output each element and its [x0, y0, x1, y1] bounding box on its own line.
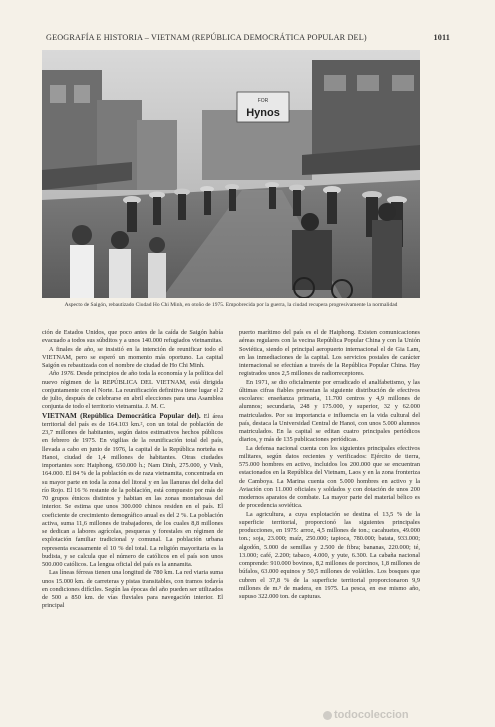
year-1976-text: Desde principios de año toda la economía y la política del nuevo régimen de la REPÚBLICA DEL VIETNAM, está dirigida conjuntamente con el Norte. La reunificación definitiva tiene lugar el 2 de julio, después de celebrarse en abril elecciones para una Asamblea conjunta de todo el territorio vietnamita.: [42, 370, 224, 411]
author-initials: J. M. C.: [145, 403, 166, 411]
left-paragraph-5: Las líneas férreas tienen una longitud de 780 km. La red viaria suma unos 15.000 km. de carreteras y pistas transitables, con tramos todavía en condiciones difíciles. Según las épocas del año pueden ser utilizados de 500 a 850 km. de vías fluviales para navegación interior. El principal: [42, 569, 223, 610]
section-title-vietnam-rdp: VIETNAM (República Democrática Popular del).: [42, 411, 201, 420]
street-scene-illustration: [42, 50, 420, 298]
watermark-logo: [323, 707, 473, 723]
watermark-dot-icon: [323, 711, 332, 720]
left-column: [42, 329, 223, 611]
right-paragraph-1: puerto marítimo del país es el de Haiphong. Existen comunicaciones aéreas regulares con la vecina República Popular China y con la Unión Soviética, siendo el principal aeropuerto internacional el de Gia Lam, en las inmediaciones de la capital. Los servicios postales de carácter internacional se efectúan a través de la República Popular China. Hay registrados unos 2,5 millones de radiorreceptores.: [239, 329, 420, 378]
right-paragraph-4: La agricultura, a cuya explotación se destina el 13,5 % de la superficie territorial, proporcionó las siguientes principales producciones, en 1975: arroz, 4,5 millones de ton.; cacahuetes, 49.000 ton.; soja, 23.000; maíz, 250.000; tapioca, 780.000; batata, 933.000; algodón, 5.000 de semillas y 2.500 de fibra; bananas, 220.000; té, 13.000; café, 2.200; tabaco, 4.000, y yute, 6.300. La cabaña nacional comprende: 910.000 bovinos, 8,2 millones de porcinos, 1,8 millones de búfalos, 63.000 equinos y 50,5 millones de volátiles. Los bosques que cubren el 37,8 % de la superficie territorial proporcionaron 9,9 millones de m.³ de madera, en 1975. La pesca, en ese mismo año, supuso 322.000 ton. de capturas.: [239, 510, 420, 600]
sign-main-text: Hynos: [246, 107, 280, 119]
left-paragraph-2: A finales de año, se insistió en la intención de reunificar todo el VIETNAM, pero se esperó un momento más oportuno. La capital Saigón es rebautizada con el nombre de ciudad de Ho Chi Minh.: [42, 345, 223, 369]
saigon-street-photo: [42, 50, 420, 298]
photo-caption: Aspecto de Saigón, rebautizado Ciudad Ho Chi Minh, en otoño de 1975. Empobrecida por la guerra, la ciudad recupera progresivamente la normalidad: [64, 302, 398, 308]
year-1976-label: Año 1976.: [49, 370, 75, 378]
watermark-text: todocoleccion: [334, 709, 409, 721]
running-header: [46, 31, 450, 43]
sign-top-text: FOR: [257, 98, 269, 104]
running-title: GEOGRAFÍA E HISTORIA – VIETNAM (REPÚBLICA DEMOCRÁTICA POPULAR DEL): [46, 32, 367, 42]
left-paragraph-4: [42, 412, 223, 570]
section-body: El área territorial del país es de 164.103 km.², con un total de población de 23,7 millones de habitantes, según datos estimativos hechos públicos en febrero de 1975. En vigilias de la reunificación total del país, llevada a cabo en junio de 1976, la capital de la República norteña es Hanoi, ciudad de 1,4 millones de habitantes. Otras ciudades importantes son: Haiphong, 650.000 h.; Nam Dinh, 275.000, y Vinh, 164.000. El 84 % de la población es de raza vietnamita, concentrada en su mayor parte en toda la zona del litoral y en las llanuras del delta del río Rojo. El 16 % restante de la población, está compuesto por más de 70 grupos étnicos distintos y habitan en las zonas montañosas del interior. Se estima que unos 300.000 chinos residen en el país. El coeficiente de crecimiento demográfico anual es del 2 %. La población activa, suma 11,6 millones de trabajadores, de los cuales 8,8 millones se dedican a labores agrícolas, pesqueras y forestales en régimen de explotación familiar tradicional y comunal. La población urbana representa escasamente el 10 % del total. La religión mayoritaria es la budista, y se calcula que el número de católicos en el país son unos 500.000 católicos. La lengua oficial del país es la annamita.: [42, 412, 223, 568]
right-paragraph-3: La defensa nacional cuenta con los siguientes principales efectivos militares, según datos recientes y verificados: Ejército de tierra, 575.000 hombres en activo, incluidos los 200.000 que se encuentran estacionados en la República del Vietnam, Laos y en la zona fronteriza de Camboya. La Marina cuenta con 5.000 hombres en activo y la Aviación con 11.000 oficiales y soldados y con dotación de unos 200 modernos aparatos de combate. La mayor parte del material bélico es de procedencia soviética.: [239, 444, 420, 510]
right-paragraph-2: En 1971, se dio oficialmente por erradicado el analfabetismo, y las últimas cifras fiables presentan la siguiente distribución de efectivos escolares: enseñanza primaria, 11.700 centros y 4,9 millones de alumnos; secundaria, 248 y 175.000, y superior, 32 y 62.000 matriculados. Por su importancia e influencia en la vida cultural del país, destaca la Universidad Central de Hanoi, con unos 5.000 alumnos matriculados. En la capital se editan cuatro principales periódicos diarios, y más de 135 publicaciones periódicas.: [239, 378, 420, 444]
hynos-sign: [237, 92, 289, 122]
left-paragraph-3: [42, 370, 223, 411]
page-number: 1011: [433, 32, 450, 42]
right-column: [239, 329, 420, 601]
left-paragraph-1: ción de Estados Unidos, que poco antes de la caída de Saigón había evacuado a todos sus súbditos y a unos 140.000 refugiados vietnamitas.: [42, 329, 223, 345]
